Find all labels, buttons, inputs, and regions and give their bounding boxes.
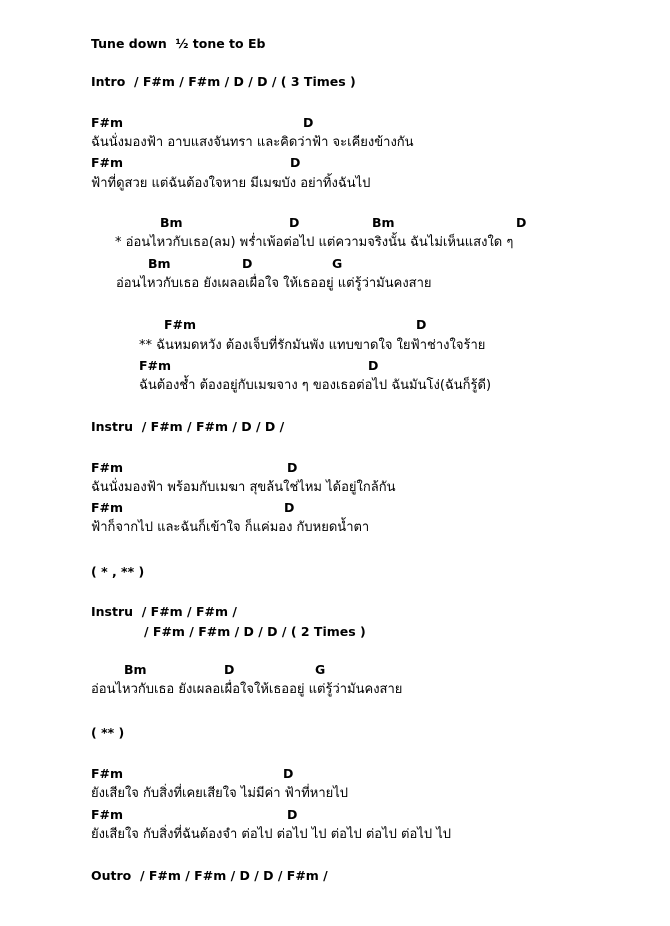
chord: Bm xyxy=(160,215,183,230)
lyric-line: ฉันนั่งมองฟ้า พร้อมกับเมฆา สุขล้นใช่ไหม ได้อยู่ใกล้กัน xyxy=(91,480,396,495)
repeat-marker: ( * , ** ) xyxy=(91,564,145,579)
chord: F#m xyxy=(91,500,124,515)
chord: Bm xyxy=(148,256,171,271)
lyric-line: ยังเสียใจ กับสิ่งที่เคยเสียใจ ไม่มีค่า ฟ้าที่หายไป xyxy=(91,786,349,801)
instru-line: / F#m / F#m / D / D / ( 2 Times ) xyxy=(144,624,366,639)
chord: D xyxy=(516,215,527,230)
intro-line: Intro / F#m / F#m / D / D / ( 3 Times ) xyxy=(91,74,356,89)
lyric-line: ยังเสียใจ กับสิ่งที่ฉันต้องจำ ต่อไป ต่อไป ไป ต่อไป ต่อไป ต่อไป ไป xyxy=(91,827,451,842)
lyric-line: ** ฉันหมดหวัง ต้องเจ็บที่รักมันพัง แทบขาดใจ ใยฟ้าช่างใจร้าย xyxy=(139,338,486,353)
lyric-line: * อ่อนไหวกับเธอ(ลม) พร่ำเพ้อต่อไป แต่ความจริงนั้น ฉันไม่เห็นแสงใด ๆ xyxy=(115,235,514,250)
lyric-line: ฉันต้องช้ำ ต้องอยู่กับเมฆจาง ๆ ของเธอต่อไป ฉันมันโง่(ฉันก็รู้ดี) xyxy=(139,378,492,393)
chord: D xyxy=(290,155,301,170)
lyric-line: ฉันนั่งมองฟ้า อาบแสงจันทรา และคิดว่าฟ้า จะเคียงข้างกัน xyxy=(91,135,414,150)
chord: F#m xyxy=(91,807,124,822)
chord: D xyxy=(303,115,314,130)
chord: Bm xyxy=(372,215,395,230)
instru-line: Instru / F#m / F#m / D / D / xyxy=(91,419,285,434)
lyric-line: ฟ้าก็จากไป และฉันก็เข้าใจ ก็แค่มอง กับหยดน้ำตา xyxy=(91,520,370,535)
chord: F#m xyxy=(91,155,124,170)
chord: D xyxy=(287,460,298,475)
chord: D xyxy=(368,358,379,373)
tuning-note: Tune down ½ tone to Eb xyxy=(91,36,266,51)
lyric-line: ฟ้าที่ดูสวย แต่ฉันต้องใจหาย มีเมฆบัง อย่าทิ้งฉันไป xyxy=(91,176,371,191)
chord: G xyxy=(332,256,343,271)
chord: F#m xyxy=(91,115,124,130)
chord: G xyxy=(315,662,326,677)
chord: F#m xyxy=(91,766,124,781)
chord: F#m xyxy=(91,460,124,475)
chord: D xyxy=(416,317,427,332)
outro-line: Outro / F#m / F#m / D / D / F#m / xyxy=(91,868,328,883)
repeat-marker: ( ** ) xyxy=(91,725,125,740)
chord: D xyxy=(242,256,253,271)
chord: Bm xyxy=(124,662,147,677)
chord: D xyxy=(284,500,295,515)
chord: D xyxy=(289,215,300,230)
instru-line: Instru / F#m / F#m / xyxy=(91,604,237,619)
chord: D xyxy=(287,807,298,822)
chord: F#m xyxy=(139,358,172,373)
chord: F#m xyxy=(164,317,197,332)
chord: D xyxy=(224,662,235,677)
chord: D xyxy=(283,766,294,781)
lyric-line: อ่อนไหวกับเธอ ยังเผลอเผื่อใจ ให้เธออยู่ แต่รู้ว่ามันคงสาย xyxy=(116,276,432,291)
lyric-line: อ่อนไหวกับเธอ ยังเผลอเผื่อใจให้เธออยู่ แต่รู้ว่ามันคงสาย xyxy=(91,682,403,697)
